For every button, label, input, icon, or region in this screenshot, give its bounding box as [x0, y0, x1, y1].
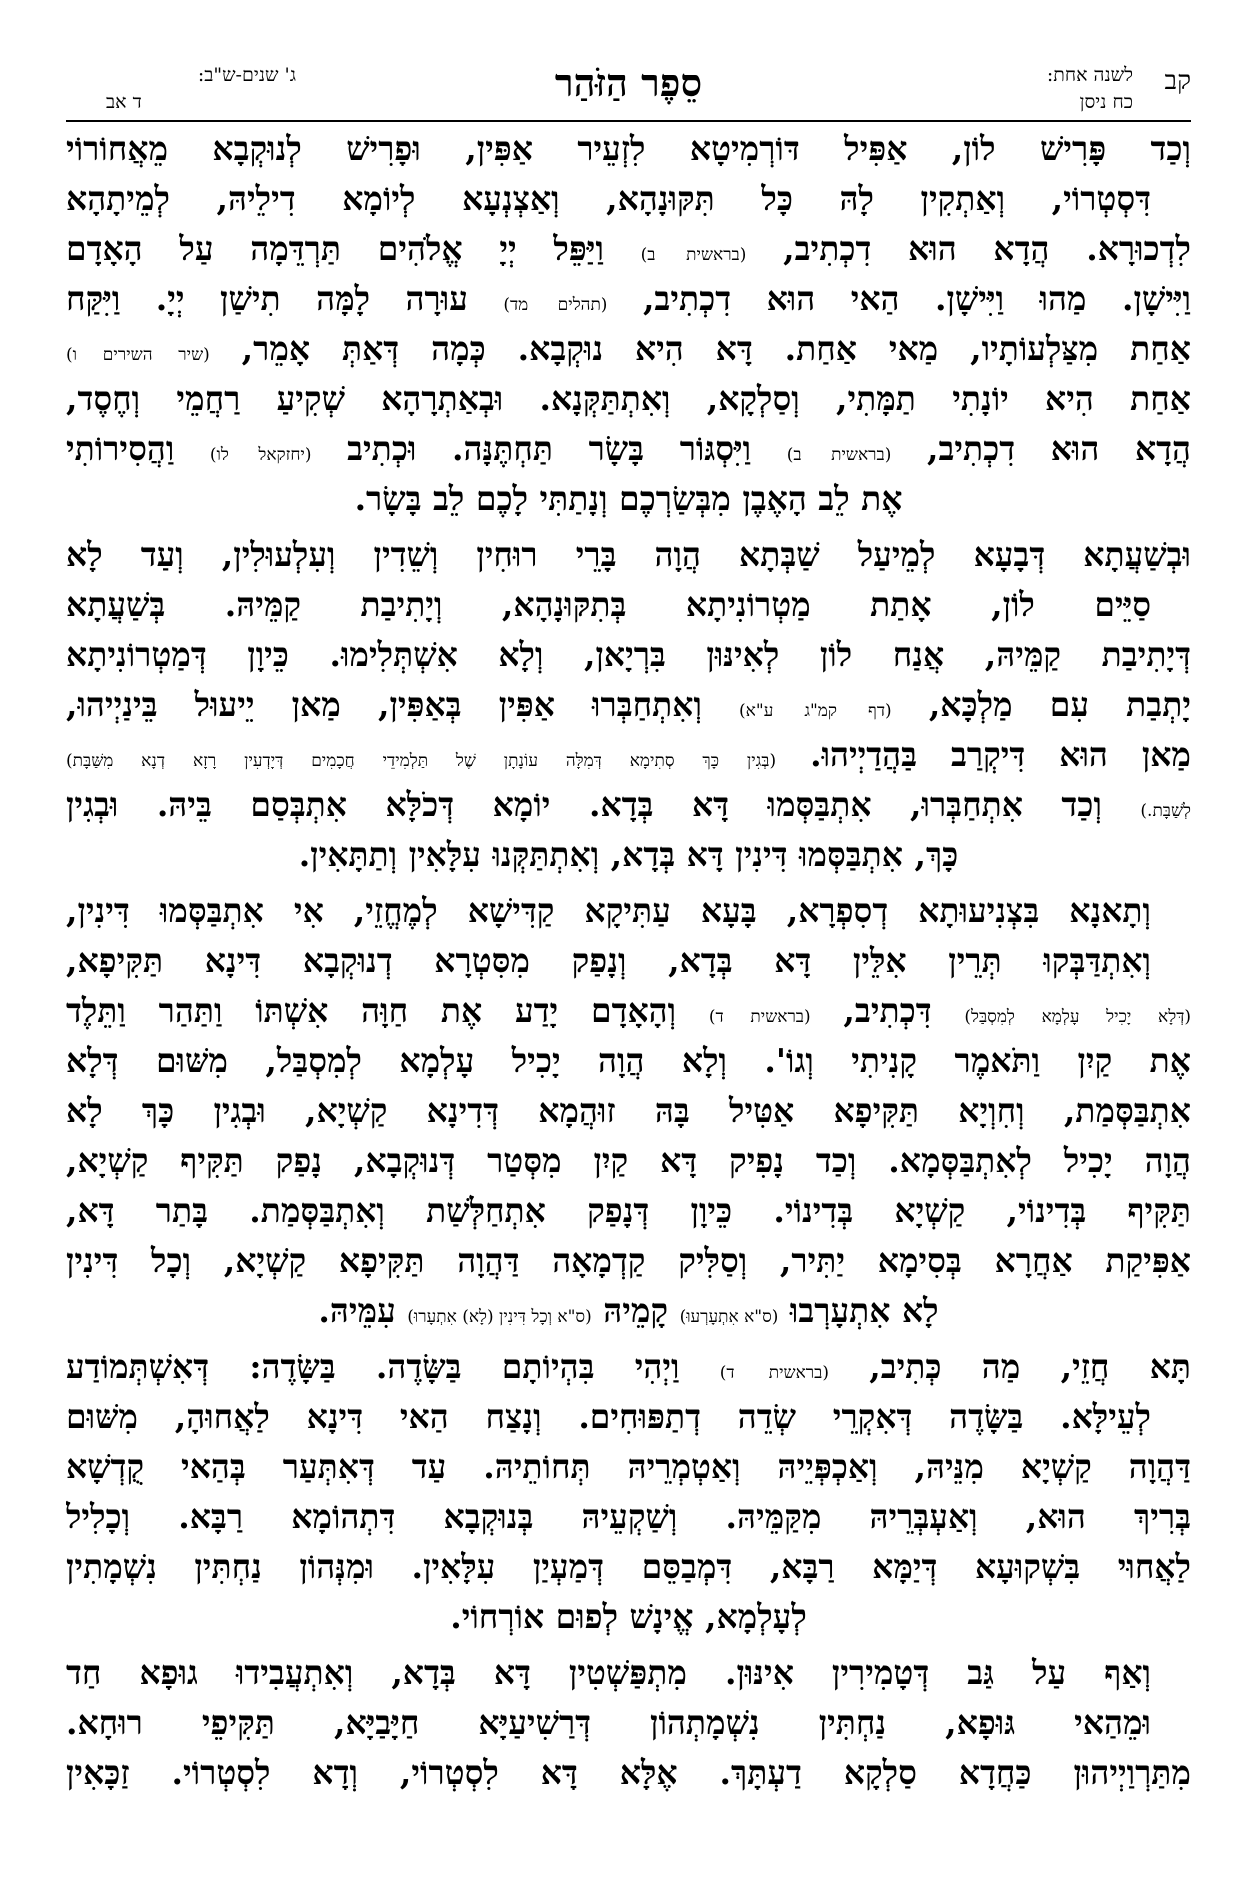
text-line [66, 1036, 1191, 1086]
text-segment: לְעָלְמָא, אֱינָשׁ לְפוּם אוֹרְחוֹי. [450, 1597, 807, 1636]
text-segment: דִּסְטְרוֹי, וְאַתְקִין לָהּ כָּל תִּקּוּנָהָא, וְאַצְנְעָא לְיוֹמָא דִילֵיהּ, לְמֵיתָהָא [66, 179, 1151, 218]
text-segment: עִמֵּיהּ. [318, 1291, 408, 1330]
text-segment: וְתָאנָא בִּצְנִיעוּתָא דְסִפְרָא, בָּעָא עַתִּיקָא קַדִּישָׁא לְמֶחֱזֵי, אִי אִתְבַּסְּמוּ דִּינִין, [66, 891, 1151, 930]
text-line [66, 1648, 1191, 1698]
scripture-reference: (שיר השירים ו) [66, 345, 210, 365]
text-segment: הֲדָא הוּא דִכְתִיב, [891, 429, 1191, 468]
text-segment: אִתְבַּסְּמַת, וְחִוְיָא תַּקִּיפָא אַטִּיל בָּהּ זוּהֲמָא דְּדִינָא קַשְׁיָא, וּבְגִין כָּךְ לָא [66, 1091, 1191, 1130]
text-segment: אַפִּיקַת אַחֲרָא בְּסִימָא יַתִּיר, וְסַלִּיק קַדְמָאָה דַּהֲוָה תַּקִּיפָא קַשְׁיָא, וְכָל דִּינִין [66, 1241, 1191, 1280]
text-segment: אֶת קַיִן וַתֹּאמֶר קָנִיתִי וְגוֹ'. וְלָא הֲוָה יָכִיל עָלְמָא לְמִסְבַּל, מִשּׁוּם דְּלָא [66, 1041, 1191, 1080]
text-line [66, 830, 1191, 880]
text-segment: וְהָאָדָם יָדַע אֶת חַוָּה אִשְׁתּוֹ וַתַּהַר וַתֵּלֶד [66, 991, 709, 1030]
text-line [66, 174, 1191, 224]
scripture-reference: (ס"א וְכָל דִּינִין (לָא) אִתְעָרוּ) [407, 1307, 592, 1327]
text-line [66, 936, 1191, 986]
text-segment: כָּךְ, אִתְבַּסְּמוּ דִּינִין דָּא בְּדָא, וְאִתְתַּקְּנוּ עִלָּאִין וְתַתָּאִין. [298, 835, 959, 874]
text-segment: דַּהֲוָה קַשְׁיָא מִנֵּיהּ, וְאַכְפְּיֵיהּ וְאַטְמְרֵיהּ תְּחוֹתֵיהּ. עַד דְּאִתְּעַר בְּהַאי קֻדְשָׁא [66, 1447, 1191, 1486]
text-segment: דִּכְתִיב, [810, 991, 965, 1030]
text-line [66, 1592, 1191, 1642]
text-segment: הֲוָה יָכִיל לְאִתְבַּסְּמָא. וְכַד נָפִיק דָּא קַיִן מִסְּטַר דְּנוּקְבָא, נָפַק תַּקִּיף קַשְׁיָא, [66, 1141, 1191, 1180]
text-line [66, 886, 1191, 936]
text-line [66, 1286, 1191, 1336]
text-segment: אֶת לֵב הָאֶבֶן מִבְּשַׂרְכֶם וְנָתַתִּי לָכֶם לֵב בָּשָׂר. [354, 479, 903, 518]
text-segment: לָא אִתְעָרְבוּ [778, 1291, 939, 1330]
scripture-reference: (בראשית ד) [719, 1363, 829, 1383]
text-line [66, 530, 1191, 580]
schedule-three-years [66, 62, 296, 116]
text-segment: וְכַד פָּרִישׁ לוֹן, אַפִּיל דּוֹרְמִיטָא לִזְעֵיר אַפִּין, וּפָרִישׁ לְנוּקְבָא מֵאֲחוֹרוֹי [66, 129, 1191, 168]
text-line [66, 324, 1191, 374]
schedule-three-years-label: ג' שנים-ש"ב: [197, 64, 296, 86]
text-segment: בְּרִיךְ הוּא, וְאַעְבְּרֵיהּ מִקַּמֵּיהּ. וְשַׁקְעֵיהּ בְּנוּקְבָא דִּתְהוֹמָא רַבָּא. וְכָלִיל [66, 1497, 1191, 1536]
text-line [66, 680, 1191, 730]
text-line [66, 630, 1191, 680]
page-number: קב [1164, 66, 1191, 96]
text-segment: וְכַד אִתְחַבְּרוּ, אִתְבַּסְּמוּ דָּא בְּדָא. יוֹמָא דְּכֹלָּא אִתְבְּסַם בֵּיהּ. וּבְגִין [66, 785, 1141, 824]
scripture-reference: (בראשית ב) [640, 245, 747, 265]
text-line [66, 1236, 1191, 1286]
text-segment: וַיִּישָׁן. מַהוּ וַיִּישָׁן. הַאי הוּא דִכְתִיב, [607, 279, 1191, 318]
text-segment: וַיְהִי בִּהְיוֹתָם בַּשָּׂדֶה. בַּשָּׂדֶה: דְּאִשְׁתְּמוֹדַע [66, 1347, 720, 1386]
text-segment: אַחַת הִיא יוֹנָתִי תַמָּתִי, וְסַלְקָא, וְאִתְתַּקְּנָא. וּבְאַתְרָהָא שְׁקִיעַ רַחֲמֵי וְחֶסֶד, [66, 379, 1191, 418]
schedule-three-years-date: ד אב [106, 91, 142, 113]
text-line [66, 986, 1191, 1036]
text-line [66, 1698, 1191, 1748]
text-line [66, 1342, 1191, 1392]
text-line [66, 1186, 1191, 1236]
text-segment: יָתְבַת עִם מַלְכָּא, [891, 685, 1191, 724]
scripture-reference: (דְּלָא יָכִיל עָלְמָא לְמִסְבַּל) [964, 1007, 1191, 1027]
book-title: סֵפֶר הַזֹּהַר [554, 60, 703, 105]
text-segment: סַיֵּים לוֹן, אָתַת מַטְרוֹנִיתָא בְּתִקּוּנָהָא, וְיָתִיבַת קַמֵּיהּ. בְּשַׁעֲתָא [66, 585, 1151, 624]
text-segment: תָּא חֲזֵי, מַה כְּתִיב, [828, 1347, 1191, 1386]
scripture-reference: לְשַׁבָּת.) [1140, 801, 1191, 821]
text-segment: וַיִּסְגּוֹר בָּשָׂר תַּחְתֶּנָּה. וּכְתִיב [311, 429, 787, 468]
text-segment: קָמֵיהּ [591, 1291, 680, 1330]
text-line [66, 730, 1191, 780]
schedule-one-year-date: כח ניסן [1079, 91, 1133, 113]
text-line [66, 1442, 1191, 1492]
text-segment: וּבְשַׁעֲתָא דְּבָעָא לְמֵיעַל שַׁבְּתָא הֲוָה בָּרֵי רוּחִין וְשֵׁדִין וְעִלְעוּלִין, וְעַד לָא [66, 535, 1191, 574]
text-line [66, 124, 1191, 174]
text-segment: דְּיָתִיבַת קַמֵּיהּ, אֲנַח לוֹן לְאִינּוּן בִּרְיָאן, וְלָא אִשְׁתְּלִימוּ. כֵּיוָן דְּמַטְרוֹנִיתָא [66, 635, 1191, 674]
scripture-reference: (בְּגִין כָּךְ סְתִימָא דְּמִלָּה עוֹנָתָן שֶׁל תַּלְמִידֵי חֲכָמִים דְּיָדְעִין רָזָא דְנָא מִשַּׁבָּת) [66, 751, 777, 771]
text-line [66, 1086, 1191, 1136]
text-line [66, 780, 1191, 830]
text-segment: לְעֵילָּא. בַּשָּׂדֶה דְּאִקְרֵי שְׂדֵה דְתַפּוּחִים. וְנָצַח הַאי דִּינָא לַאֲחוּהָ, מִשּׁוּם [66, 1397, 1151, 1436]
text-line [66, 580, 1191, 630]
text-line [66, 1542, 1191, 1592]
text-segment: וְאִתְחַבְּרוּ אַפִּין בְּאַפִּין, מַאן יֵיעוּל בֵּינַיְיהוּ, [66, 685, 740, 724]
text-line [66, 424, 1191, 474]
text-segment: תַּקִּיף בְּדִינוֹי, קַשְׁיָא בְּדִינוֹי. כֵּיוָן דְּנָפַק אִתְחַלְּשַׁת וְאִתְבַּסְּמַת. בָּתַר דָּא, [66, 1191, 1191, 1230]
text-line [66, 224, 1191, 274]
text-segment: וְאַף עַל גַּב דְּטָמִירִין אִינּוּן. מִתְפַּשְׁטִין דָּא בְּדָא, וְאִתְעֲבִידוּ גוּפָא חַד [66, 1653, 1151, 1692]
text-segment: עוּרָה לָמָּה תִישַׁן יְיָ. וַיִּקַּח [66, 279, 504, 318]
text-line [66, 474, 1191, 524]
text-line [66, 1492, 1191, 1542]
main-text [66, 124, 1191, 1798]
text-line [66, 1392, 1191, 1442]
text-segment: וְאִתְדַּבְּקוּ תְּרֵין אִלֵּין דָּא בְּדָא, וְנָפַק מִסִּטְרָא דְנוּקְבָא דִּינָא תַּקִּיפָא, [66, 941, 1151, 980]
scripture-reference: (דף קמ"ג ע"א) [739, 701, 892, 721]
scripture-reference: (בראשית ב) [786, 445, 892, 465]
text-segment: מַאן הוּא דִּיקְרַב בַּהֲדַיְיהוּ. [776, 735, 1191, 774]
text-segment: אַחַת מִצַּלְעוֹתָיו, מַאי אַחַת. דָּא הִיא נוּקְבָא. כְּמָה דְּאַתְּ אָמֵר, [209, 329, 1191, 368]
text-segment: מִתַּרְוַיְיהוּן כַּחֲדָא סַלְקָא דַעְתָּךְ. אֶלָּא דָּא לִסְטְרוֹי, וְדָא לִסְטְרוֹי. זַכָּאִין [66, 1753, 1191, 1792]
header-divider [66, 120, 1191, 122]
text-line [66, 374, 1191, 424]
text-line [66, 1748, 1191, 1798]
text-segment: לַאֲחוּי בִּשְׁקוּעָא דְּיַמָּא רַבָּא, דִּמְבַסֵּם דְּמַעְיַן עִלָּאִין. וּמִנְּהוֹן נַחְתִּין נִשְׁמָתִין [66, 1547, 1191, 1586]
text-segment: לִדְכוּרָא. הֲדָא הוּא דִכְתִיב, [746, 229, 1191, 268]
text-line [66, 1136, 1191, 1186]
scripture-reference: (ס"א אִתְעָרְעוּ) [679, 1307, 779, 1327]
text-line [66, 274, 1191, 324]
scripture-reference: (תהלים מד) [503, 295, 608, 315]
text-segment: וּמֵהַאי גּוּפָא, נַחְתִּין נִשְׁמָתְהוֹן דְּרַשִׁיעַיָּא חַיָּבַיָּא, תַּקִּיפֵי רוּחָא. [66, 1703, 1151, 1742]
scripture-reference: (יחזקאל לו) [209, 445, 312, 465]
page-header [66, 60, 1191, 120]
text-segment: וַהֲסִירוֹתִי [66, 429, 210, 468]
schedule-one-year-label: לשנה אחת: [1046, 64, 1133, 86]
scripture-reference: (בראשית ד) [708, 1007, 811, 1027]
text-segment: וַיַּפֵּל יְיָ אֱלֹהִים תַּרְדֵּמָה עַל הָאָדָם [66, 229, 641, 268]
